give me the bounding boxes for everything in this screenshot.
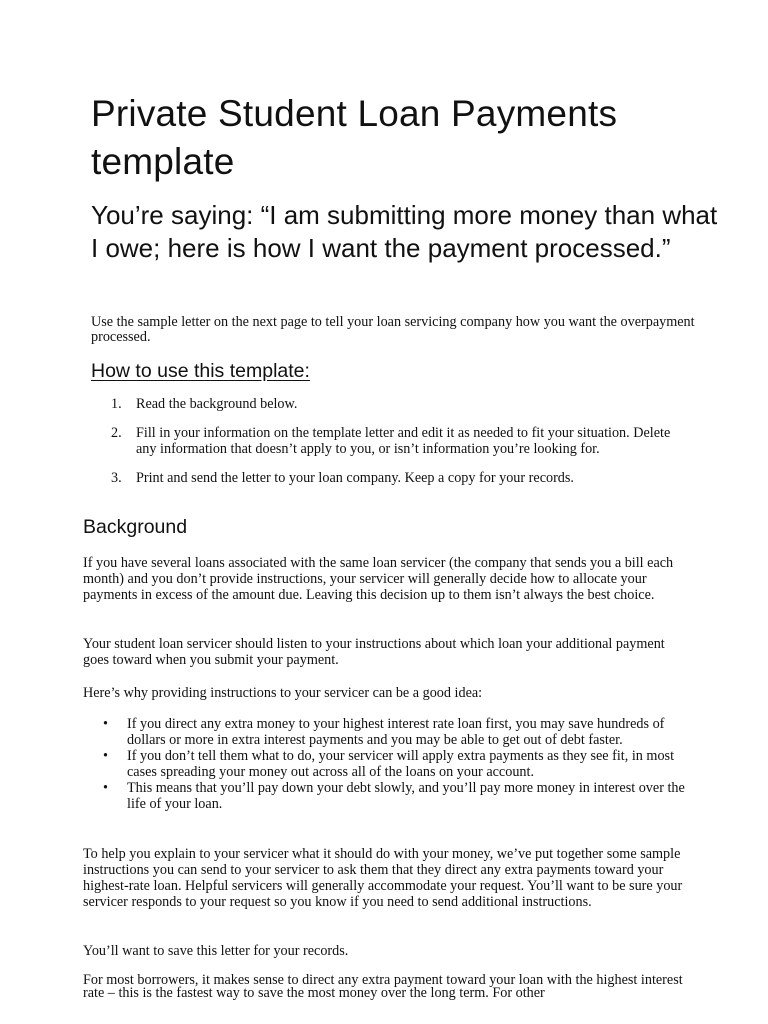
reasons-list <box>83 716 688 812</box>
background-heading: Background <box>83 516 188 538</box>
page-title: Private Student Loan Payments template <box>91 93 618 182</box>
background-paragraph: If you have several loans associated with the same loan servicer (the company that sends you a bill each month) and you don’t provide instructions, your servicer will generally decide how to allocate your payments in excess of the amount due. Leaving this decision up to them isn’t always the best choice. <box>83 555 674 603</box>
step-item <box>91 470 691 486</box>
closing-paragraph: You’ll want to save this letter for your records. <box>83 943 349 959</box>
step-item <box>91 396 691 412</box>
intro-paragraph: Use the sample letter on the next page to tell your loan servicing company how you want the overpayment processed. <box>91 314 695 345</box>
reason-text: If you direct any extra money to your highest interest rate loan first, you may save hundreds of dollars or more in extra interest payments and you may be able to get out of debt faster. <box>127 716 665 748</box>
step-item <box>91 425 691 457</box>
reason-text: This means that you’ll pay down your debt slowly, and you’ll pay more money in interest over the life of your loan. <box>127 780 685 812</box>
closing-paragraph: For most borrowers, it makes sense to direct any extra payment toward your loan with the highest interest rate – this is the fastest way to save the most money over the long term. For other <box>83 972 683 1001</box>
step-number: 3. <box>111 470 122 486</box>
bullet-icon: • <box>103 780 108 796</box>
steps-list <box>91 396 691 499</box>
reason-item <box>83 716 688 748</box>
step-number: 2. <box>111 425 122 441</box>
step-text: Fill in your information on the template letter and edit it as needed to fit your situation. Delete any information that doesn’t apply to you, or isn’t information you’re looking for. <box>136 425 671 457</box>
reason-item <box>83 748 688 780</box>
step-number: 1. <box>111 396 122 412</box>
page-subtitle: You’re saying: “I am submitting more money than what I owe; here is how I want the payment processed.” <box>91 200 718 263</box>
step-text: Read the background below. <box>136 396 298 412</box>
reason-item <box>83 780 688 812</box>
closing-paragraph: To help you explain to your servicer what it should do with your money, we’ve put together some sample instructions you can send to your servicer to ask them that they direct any extra payments toward your highest-rate loan. Helpful servicers will generally accommodate your request. You’ll want to be sure your servicer responds to your request so you know if you need to send additional instructions. <box>83 846 683 910</box>
reason-text: If you don’t tell them what to do, your servicer will apply extra payments as they see fit, in most cases spreading your money out across all of the loans on your account. <box>127 748 675 780</box>
bullet-icon: • <box>103 716 108 732</box>
step-text: Print and send the letter to your loan company. Keep a copy for your records. <box>136 470 574 486</box>
how-to-heading: How to use this template: <box>91 360 310 382</box>
background-paragraph: Here’s why providing instructions to your servicer can be a good idea: <box>83 685 483 701</box>
bullet-icon: • <box>103 748 108 764</box>
background-paragraph: Your student loan servicer should listen to your instructions about which loan your additional payment goes toward when you submit your payment. <box>83 636 665 668</box>
